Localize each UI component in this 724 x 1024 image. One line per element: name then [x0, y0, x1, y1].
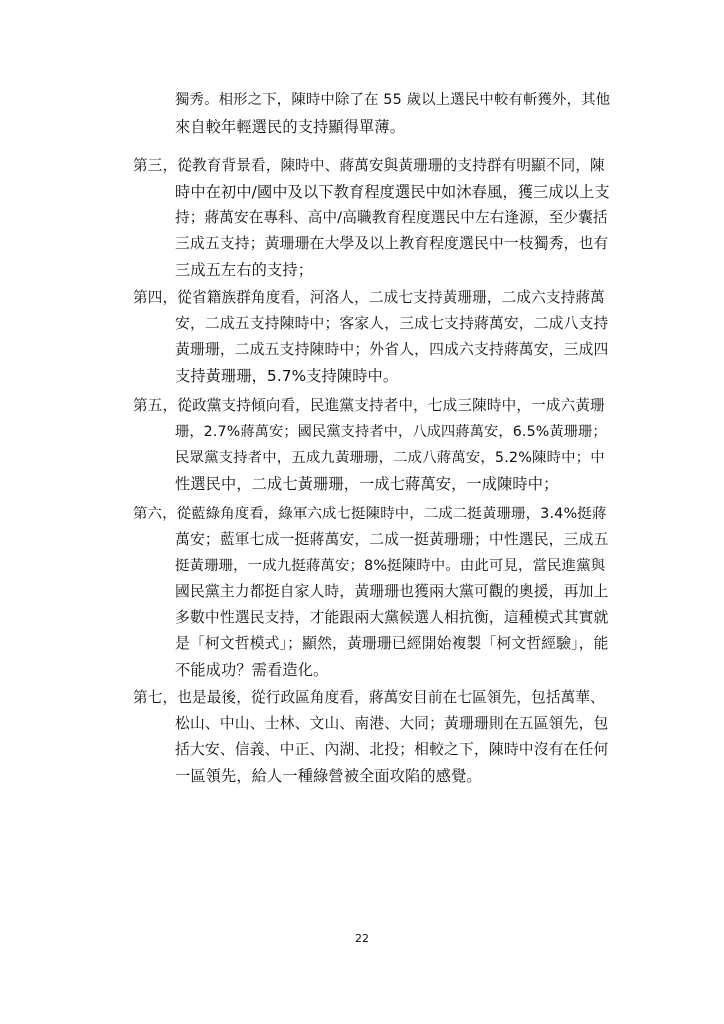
page-number: 22: [355, 932, 369, 945]
text-line: 括大安、信義、中正、內湖、北投；相較之下，陳時中沒有在任何: [175, 741, 609, 758]
text-line: 一區領先，給人一種綠營被全面攻陷的感覺。: [175, 767, 482, 785]
text-line: 支持黃珊珊，5.7%支持陳時中。: [175, 367, 399, 385]
text-line: 第五，從政黨支持傾向看，民進黨支持者中，七成三陳時中，一成六黃珊: [133, 397, 605, 414]
text-line: 國民黨主力都挺自家人時，黃珊珊也獲兩大黨可觀的奧援，再加上: [175, 583, 609, 600]
text-line: 第六，從藍綠角度看，綠軍六成七挺陳時中，二成二挺黃珊珊，3.4%挺蔣: [133, 506, 607, 522]
text-line: 三成五支持；黃珊珊在大學及以上教育程度選民中一枝獨秀，也有: [175, 235, 609, 252]
text-line: 三成五左右的支持；: [175, 261, 314, 279]
text-line: 多數中性選民支持，才能跟兩大黨候選人相抗衡，這種模式其實就: [175, 609, 609, 626]
text-line: 來自較年輕選民的支持顯得單薄。: [175, 118, 406, 136]
text-line: 珊，2.7%蔣萬安；國民黨支持者中，八成四蔣萬安，6.5%黃珊珊；: [175, 424, 607, 440]
text-line: 第四，從省籍族群角度看，河洛人，二成七支持黃珊珊，二成六支持蔣萬: [133, 289, 605, 306]
text-line: 獨秀。相形之下，陳時中除了在 55 歲以上選民中較有斬獲外，其他: [175, 92, 611, 108]
text-line: 時中在初中/國中及以下教育程度選民中如沐春風，獲三成以上支: [175, 183, 610, 201]
text-line: 持；蔣萬安在專科、高中/高職教育程度選民中左右逢源，至少囊括: [175, 209, 608, 226]
text-line: 不能成功？需看造化。: [175, 661, 329, 679]
text-line: 民眾黨支持者中，五成九黃珊珊，二成八蔣萬安，5.2%陳時中；中: [175, 450, 605, 466]
text-line: 第七，也是最後，從行政區角度看，蔣萬安目前在七區領先，包括萬華、: [133, 689, 605, 706]
text-line: 是「柯文哲模式」；顯然，黃珊珊已經開始複製「柯文哲經驗」，能: [175, 635, 609, 652]
text-line: 松山、中山、士林、文山、南港、大同；黃珊珊則在五區領先，包: [175, 715, 609, 732]
text-line: 安，二成五支持陳時中；客家人，三成七支持蔣萬安，二成八支持: [175, 315, 609, 332]
text-line: 挺黃珊珊，一成九挺蔣萬安；8%挺陳時中。由此可見，當民進黨與: [175, 558, 606, 574]
text-line: 性選民中，二成七黃珊珊，一成七蔣萬安，一成陳時中；: [175, 475, 559, 493]
text-line: 第三，從教育背景看，陳時中、蔣萬安與黃珊珊的支持群有明顯不同，陳: [133, 157, 605, 174]
text-line: 萬安；藍軍七成一挺蔣萬安，二成一挺黃珊珊；中性選民，三成五: [175, 531, 609, 548]
text-line: 黃珊珊，二成五支持陳時中；外省人，四成六支持蔣萬安，三成四: [175, 341, 609, 358]
